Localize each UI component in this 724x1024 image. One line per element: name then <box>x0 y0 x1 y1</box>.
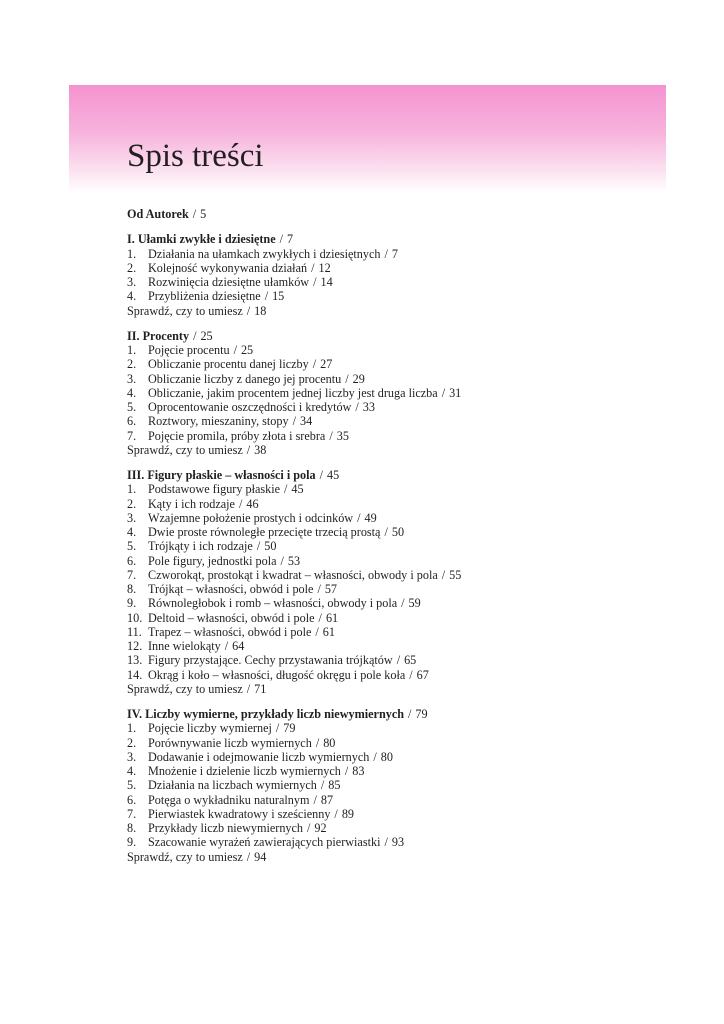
toc-item[interactable] <box>127 400 687 414</box>
toc-item[interactable] <box>127 639 687 653</box>
toc-item-title: Wzajemne położenie prostych i odcinków <box>148 510 354 525</box>
toc-page-number: 49 <box>364 510 377 525</box>
toc-item[interactable] <box>127 247 687 261</box>
toc-item-number: 2. <box>127 735 137 750</box>
toc-section <box>127 329 687 457</box>
toc-item-title: Roztwory, mieszaniny, stopy <box>148 414 289 429</box>
toc-item[interactable] <box>127 596 687 610</box>
page-separator: / <box>246 442 251 457</box>
toc-check-item[interactable] <box>127 443 687 457</box>
toc-item-title: Mnożenie i dzielenie liczb wymiernych <box>148 764 341 778</box>
toc-page-number: 12 <box>318 260 331 275</box>
toc-page-number: 35 <box>336 428 349 443</box>
toc-item-number: 10. <box>127 610 143 625</box>
toc-item-title: Dwie proste równoległe przecięte trzecią prostą <box>148 525 381 539</box>
page-separator: / <box>292 414 296 429</box>
toc-item[interactable] <box>127 429 687 443</box>
page-separator: / <box>311 260 315 275</box>
toc-page-number: 61 <box>325 610 339 625</box>
toc-item-number: 1. <box>127 721 137 736</box>
toc-item[interactable] <box>127 568 687 582</box>
toc-item[interactable] <box>127 511 687 525</box>
toc-page-number: 5 <box>200 207 207 221</box>
toc-item-title: Pojęcie liczby wymiernej <box>148 721 272 736</box>
toc-page-number: 45 <box>291 482 304 497</box>
toc-section-heading[interactable] <box>127 707 687 721</box>
toc-item-number: 9. <box>127 835 137 850</box>
toc-check-item[interactable] <box>127 850 687 864</box>
toc-page-number: 65 <box>404 653 417 668</box>
toc-item-title: Obliczanie, jakim procentem jednej liczby jest druga liczba <box>148 385 438 400</box>
toc-page-number: 71 <box>254 681 267 696</box>
toc-item[interactable] <box>127 275 687 289</box>
toc-item[interactable] <box>127 343 687 357</box>
toc-item-title: Działania na liczbach wymiernych <box>148 778 317 793</box>
toc-item-number: 11. <box>127 624 142 639</box>
toc-check-title: Sprawdź, czy to umiesz <box>127 849 243 864</box>
toc-item-title: Działania na ułamkach zwykłych i dziesiętnych <box>148 246 381 261</box>
toc-item-title: Figury przystające. Cechy przystawania trójkątów <box>148 653 393 668</box>
toc-page-number: 18 <box>254 303 267 318</box>
page-separator: / <box>318 610 322 625</box>
toc-item-number: 6. <box>127 792 137 807</box>
page-separator: / <box>334 806 338 821</box>
toc-item[interactable] <box>127 357 687 371</box>
toc-item-title: Pojęcie promila, próby złota i srebra <box>148 428 326 443</box>
page-separator: / <box>357 510 361 525</box>
toc-page-number: 25 <box>240 343 254 357</box>
toc-item-number: 4. <box>127 525 137 539</box>
toc-item-title: Porównywanie liczb wymiernych <box>148 735 312 750</box>
page-separator: / <box>224 639 229 653</box>
page-separator: / <box>275 721 280 736</box>
toc-check-item[interactable] <box>127 682 687 696</box>
toc-item[interactable] <box>127 668 687 682</box>
page-separator: / <box>384 525 388 539</box>
page-separator: / <box>344 764 349 778</box>
page-separator: / <box>384 835 388 850</box>
page-separator: / <box>319 468 323 482</box>
page-separator: / <box>246 849 251 864</box>
toc-page-number: 45 <box>327 468 340 482</box>
page-separator: / <box>313 792 317 807</box>
table-of-contents <box>127 207 687 875</box>
page-separator: / <box>192 207 197 221</box>
toc-section-heading[interactable] <box>127 468 687 482</box>
toc-item-number: 4. <box>127 289 137 304</box>
toc-item[interactable] <box>127 736 687 750</box>
toc-item-title: Kąty i ich rodzaje <box>148 496 235 511</box>
toc-item-number: 7. <box>127 428 137 443</box>
toc-item-title: Trójkąt – własności, obwód i pole <box>148 582 314 596</box>
toc-item-title: Przybliżenia dziesiętne <box>148 289 261 304</box>
toc-item-number: 1. <box>127 343 137 357</box>
toc-item-title: Pojęcie procentu <box>148 343 230 357</box>
toc-page-number: 64 <box>232 639 245 653</box>
page-separator: / <box>408 707 412 721</box>
toc-item[interactable] <box>127 497 687 511</box>
toc-item-number: 6. <box>127 553 137 568</box>
toc-check-title: Sprawdź, czy to umiesz <box>127 303 243 318</box>
toc-item-number: 12. <box>127 639 143 653</box>
toc-page-number: 15 <box>272 289 285 304</box>
toc-page-number: 83 <box>352 764 365 778</box>
toc-item-number: 7. <box>127 567 137 582</box>
toc-section <box>127 707 687 864</box>
toc-page-number: 59 <box>408 596 421 611</box>
page-separator: / <box>246 303 251 318</box>
toc-item-title: Potęga o wykładniku naturalnym <box>148 792 310 807</box>
page-separator: / <box>409 667 413 682</box>
toc-item-title: Deltoid – własności, obwód i pole <box>148 610 315 625</box>
toc-item[interactable] <box>127 482 687 496</box>
toc-item-number: 3. <box>127 749 137 764</box>
toc-item-number: 5. <box>127 778 137 793</box>
toc-page-number: 92 <box>314 821 327 835</box>
toc-item-title: Przykłady liczb niewymiernych <box>148 821 304 835</box>
page-separator: / <box>315 624 319 639</box>
toc-item-title: Inne wielokąty <box>148 639 221 653</box>
toc-page-number: 55 <box>449 567 462 582</box>
toc-page-number: 80 <box>323 735 336 750</box>
toc-item-number: 9. <box>127 596 137 611</box>
section-title: IV. Liczby wymierne, przykłady liczb niewymiernych <box>127 707 405 721</box>
toc-item[interactable] <box>127 764 687 778</box>
toc-item[interactable] <box>127 611 687 625</box>
toc-page-number: 94 <box>254 849 267 864</box>
toc-item-number: 2. <box>127 260 137 275</box>
toc-intro-line[interactable] <box>127 207 687 221</box>
page-separator: / <box>441 567 446 582</box>
toc-item-title: Czworokąt, prostokąt i kwadrat – własności, obwody i pola <box>148 567 438 582</box>
page-separator: / <box>329 428 333 443</box>
page-separator: / <box>313 275 317 289</box>
toc-item-number: 6. <box>127 414 137 429</box>
toc-item[interactable] <box>127 625 687 639</box>
page-separator: / <box>355 400 359 414</box>
toc-item[interactable] <box>127 525 687 539</box>
toc-page-number: 79 <box>283 721 296 736</box>
page-separator: / <box>373 749 377 764</box>
toc-item[interactable] <box>127 807 687 821</box>
toc-item-number: 1. <box>127 482 137 497</box>
toc-intro <box>127 207 687 221</box>
toc-page-number: 85 <box>328 778 341 793</box>
toc-item-number: 2. <box>127 496 137 511</box>
page-separator: / <box>264 289 269 304</box>
toc-page-number: 79 <box>415 707 428 721</box>
toc-item-number: 8. <box>127 582 137 596</box>
toc-item-title: Dodawanie i odejmowanie liczb wymiernych <box>148 749 370 764</box>
toc-item[interactable] <box>127 793 687 807</box>
toc-item-number: 2. <box>127 357 137 372</box>
toc-item[interactable] <box>127 653 687 667</box>
page-separator: / <box>233 343 237 357</box>
page-separator: / <box>238 496 243 511</box>
page-separator: / <box>280 553 284 568</box>
toc-item-title: Oprocentowanie oszczędności i kredytów <box>148 400 352 414</box>
page-separator: / <box>256 539 261 554</box>
toc-page-number: 89 <box>341 806 354 821</box>
page-title: Spis treści <box>127 138 264 174</box>
section-title: I. Ułamki zwykłe i dziesiętne <box>127 232 276 247</box>
toc-check-title: Sprawdź, czy to umiesz <box>127 681 243 696</box>
toc-intro-label: Od Autorek <box>127 207 189 221</box>
toc-item[interactable] <box>127 750 687 764</box>
toc-page-number: 14 <box>320 275 333 289</box>
page-separator: / <box>315 735 320 750</box>
toc-page-number: 33 <box>362 400 375 414</box>
toc-item[interactable] <box>127 582 687 596</box>
toc-page-number: 7 <box>391 246 398 261</box>
toc-item[interactable] <box>127 835 687 849</box>
toc-item-number: 7. <box>127 806 137 821</box>
toc-page-number: 80 <box>380 749 393 764</box>
toc-item-number: 14. <box>127 667 143 682</box>
toc-item-title: Trapez – własności, obwód i pole <box>148 624 312 639</box>
toc-item[interactable] <box>127 414 687 428</box>
toc-page-number: 57 <box>324 582 338 596</box>
toc-item-title: Rozwinięcia dziesiętne ułamków <box>148 275 310 289</box>
page-separator: / <box>307 821 311 835</box>
toc-page-number: 7 <box>287 232 294 247</box>
toc-item[interactable] <box>127 539 687 553</box>
toc-item-title: Obliczanie liczby z danego jej procentu <box>148 371 342 386</box>
page-separator: / <box>320 778 325 793</box>
toc-page-number: 46 <box>246 496 259 511</box>
toc-item-number: 4. <box>127 764 137 778</box>
page-separator: / <box>401 596 405 611</box>
toc-page-number: 31 <box>449 385 462 400</box>
toc-item-title: Obliczanie procentu danej liczby <box>148 357 309 372</box>
toc-page-number: 53 <box>287 553 301 568</box>
toc-page-number: 38 <box>254 442 267 457</box>
toc-page-number: 34 <box>299 414 313 429</box>
page-separator: / <box>317 582 321 596</box>
toc-check-title: Sprawdź, czy to umiesz <box>127 442 243 457</box>
toc-page-number: 50 <box>391 525 405 539</box>
page-separator: / <box>284 482 288 497</box>
page-separator: / <box>193 328 197 343</box>
toc-item[interactable] <box>127 261 687 275</box>
toc-item-title: Podstawowe figury płaskie <box>148 482 281 497</box>
toc-item-title: Pierwiastek kwadratowy i sześcienny <box>148 806 331 821</box>
section-title: III. Figury płaskie – własności i pola <box>127 468 316 482</box>
toc-sections <box>127 232 687 864</box>
toc-item-title: Równoległobok i romb – własności, obwody i pola <box>148 596 398 611</box>
toc-item-title: Szacowanie wyrażeń zawierających pierwiastki <box>148 835 381 850</box>
toc-item-number: 1. <box>127 246 137 261</box>
toc-item-number: 8. <box>127 821 137 835</box>
toc-item[interactable] <box>127 372 687 386</box>
toc-page-number: 93 <box>391 835 405 850</box>
toc-item-title: Pole figury, jednostki pola <box>148 553 277 568</box>
toc-item-number: 5. <box>127 400 137 414</box>
toc-item[interactable] <box>127 386 687 400</box>
toc-page-number: 25 <box>200 328 213 343</box>
page-separator: / <box>246 681 251 696</box>
toc-item-number: 3. <box>127 371 137 386</box>
toc-page-number: 67 <box>416 667 429 682</box>
page-separator: / <box>396 653 401 668</box>
toc-section-heading[interactable] <box>127 232 687 246</box>
toc-item[interactable] <box>127 554 687 568</box>
toc-item-title: Kolejność wykonywania działań <box>148 260 308 275</box>
section-title: II. Procenty <box>127 328 190 343</box>
page-separator: / <box>384 246 388 261</box>
page-separator: / <box>312 357 317 372</box>
toc-page-number: 50 <box>264 539 277 554</box>
toc-item-title: Okrąg i koło – własności, długość okręgu i pole koła <box>148 667 406 682</box>
toc-item[interactable] <box>127 821 687 835</box>
toc-section <box>127 468 687 696</box>
toc-check-item[interactable] <box>127 304 687 318</box>
page-separator: / <box>345 371 349 386</box>
toc-item-number: 3. <box>127 510 137 525</box>
toc-page-number: 61 <box>322 624 335 639</box>
toc-page-number: 29 <box>352 371 365 386</box>
toc-item-title: Trójkąty i ich rodzaje <box>148 539 253 554</box>
toc-section <box>127 232 687 318</box>
toc-item-number: 5. <box>127 539 137 554</box>
toc-item-number: 4. <box>127 385 137 400</box>
toc-item[interactable] <box>127 289 687 303</box>
page-separator: / <box>279 232 283 247</box>
toc-section-heading[interactable] <box>127 329 687 343</box>
page-separator: / <box>441 385 446 400</box>
toc-item[interactable] <box>127 721 687 735</box>
toc-page-number: 87 <box>320 792 334 807</box>
toc-item-number: 13. <box>127 653 143 668</box>
toc-item-number: 3. <box>127 275 137 289</box>
toc-item[interactable] <box>127 778 687 792</box>
toc-page-number: 27 <box>320 357 333 372</box>
